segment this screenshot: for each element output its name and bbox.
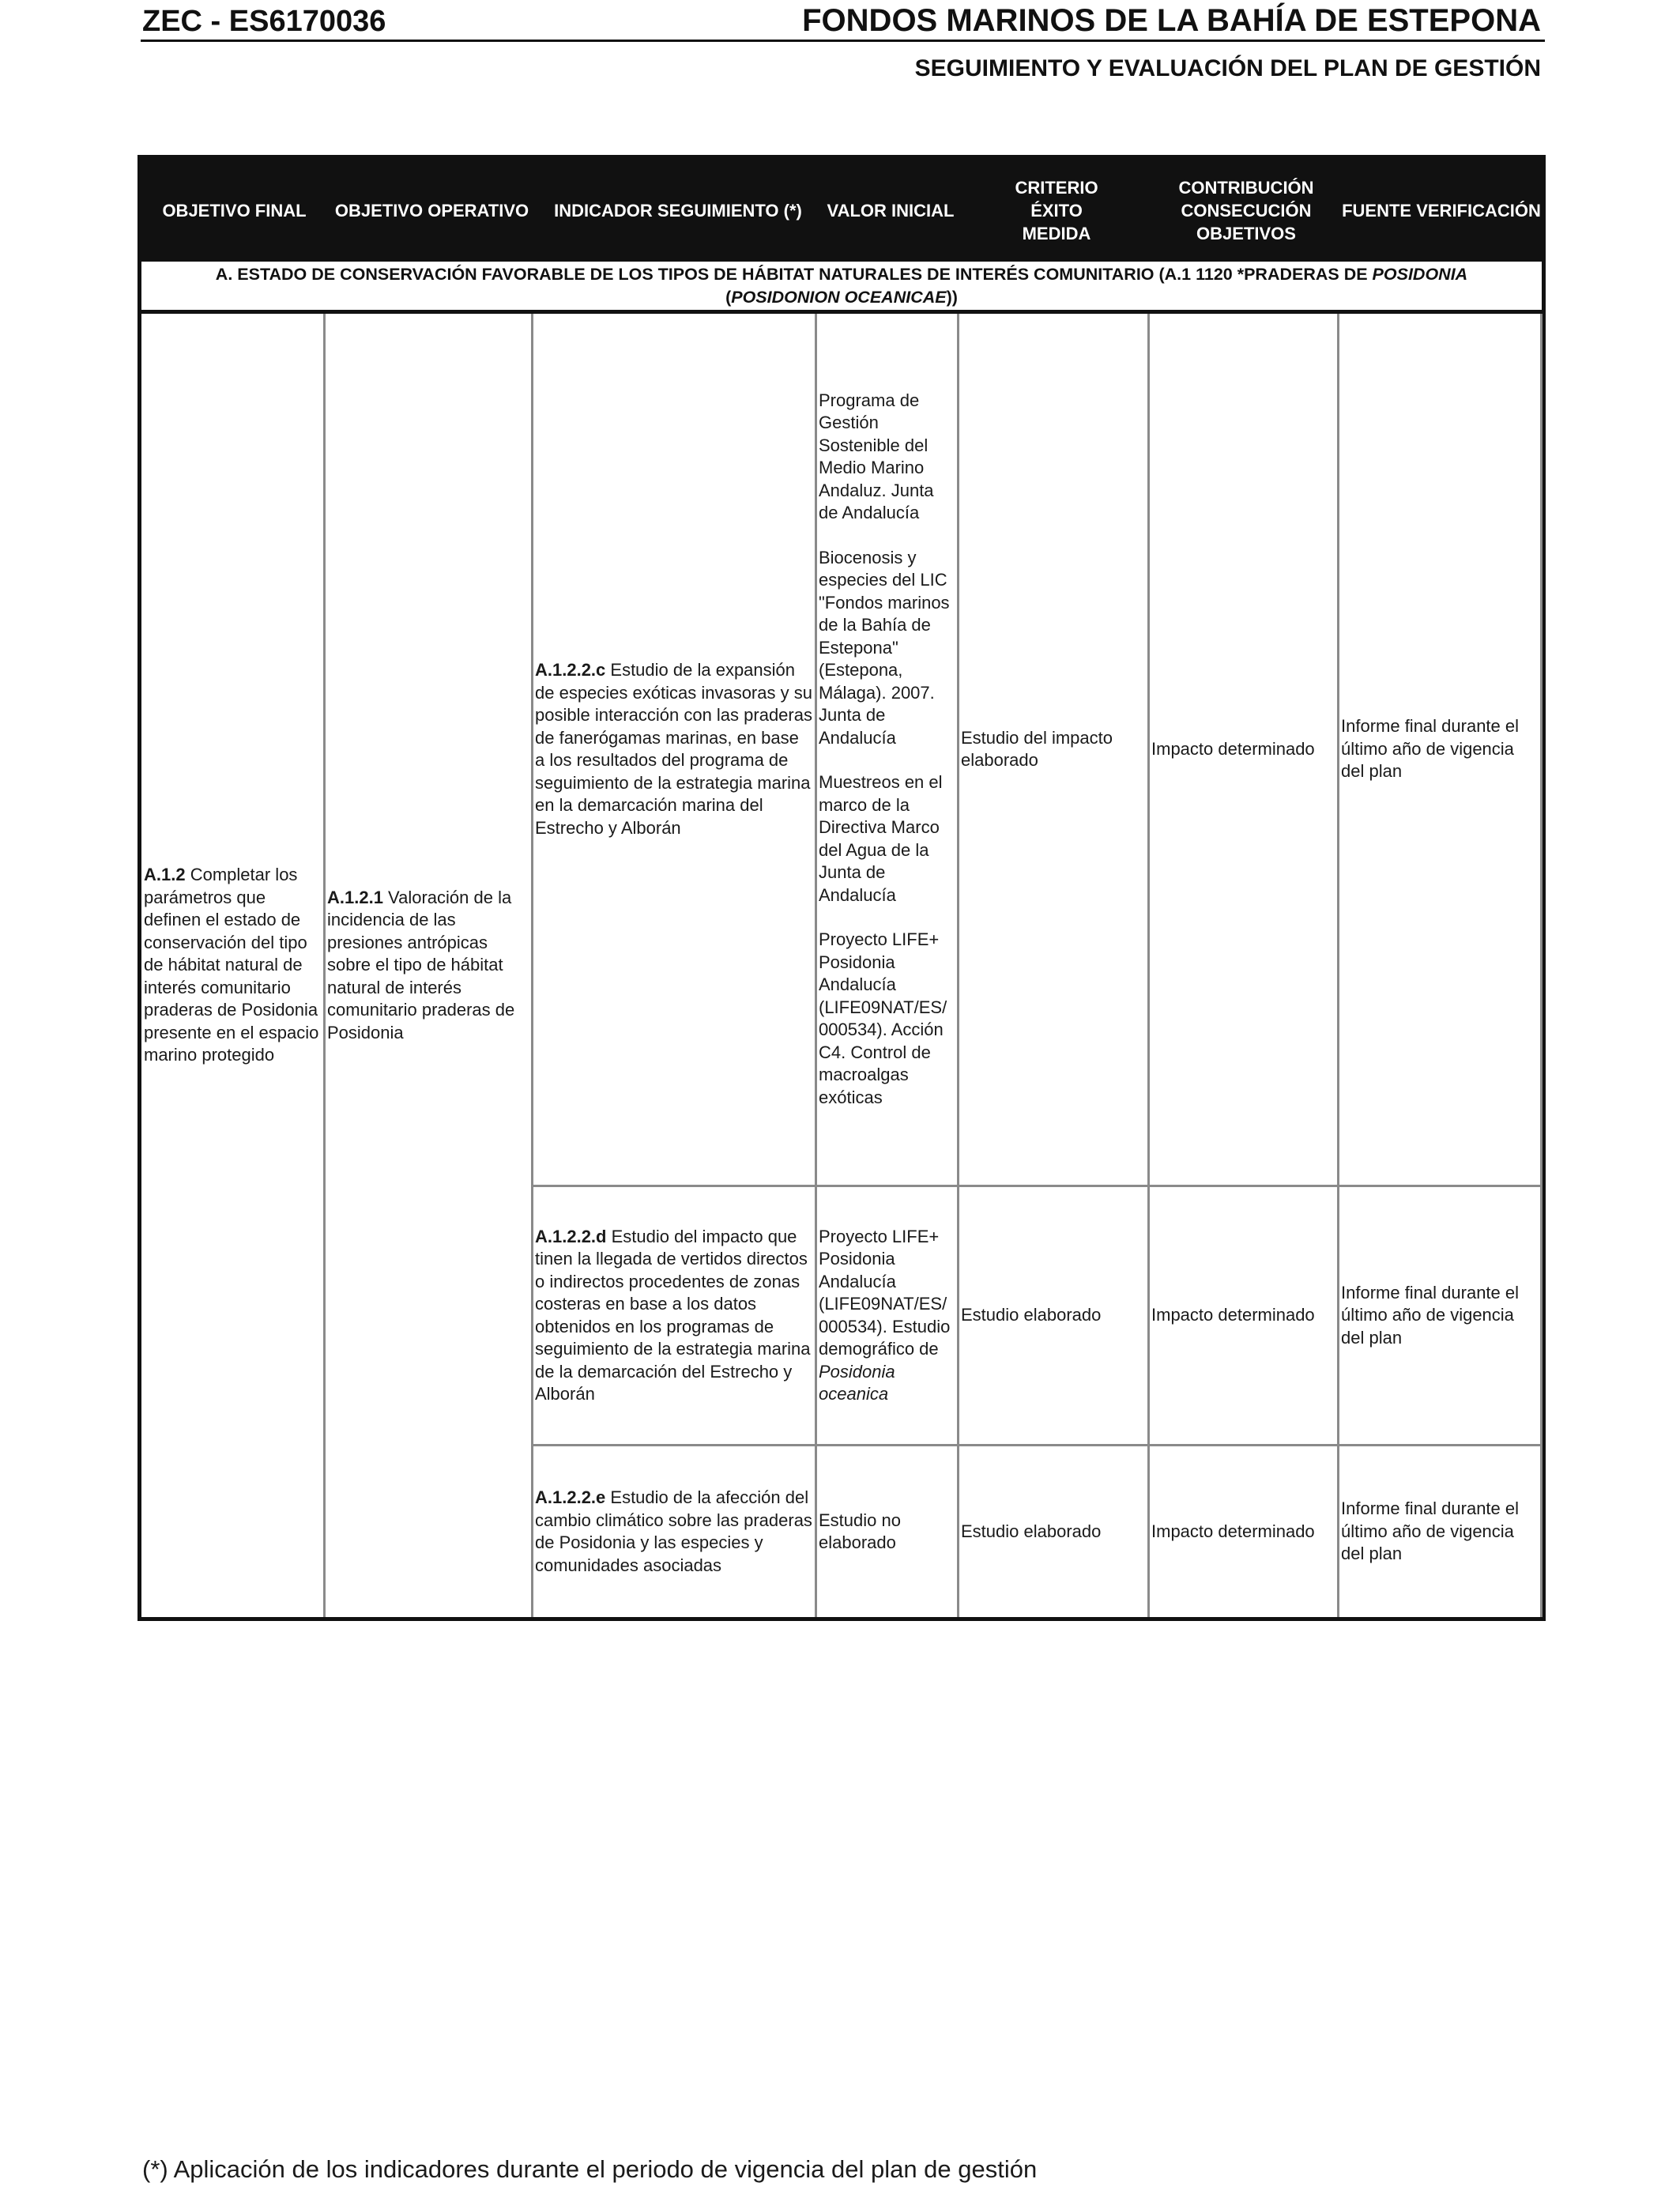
footnote: (*) Aplicación de los indicadores durante el periodo de vigencia del plan de gestión [142,2155,1038,2183]
objetivo-operativo-code: A.1.2.1 [327,887,383,907]
section-heading-close: )) [946,288,958,307]
table-row [535,1446,813,1617]
contribucion-cell [1151,1446,1335,1617]
document-subtitle: SEGUIMIENTO Y EVALUACIÓN DEL PLAN DE GESTIÓN [914,55,1541,81]
table-header [141,159,1542,262]
col-header-indicador: INDICADOR SEGUIMIENTO (*) [554,200,802,221]
criterio-cell [961,1446,1144,1617]
criterio-cell [961,314,1144,1185]
table-row [535,314,813,1185]
section-heading-italic2: POSIDONION OCEANICAE [731,288,947,307]
contribucion-cell [1151,1187,1335,1444]
grid-line [815,314,817,1617]
objetivo-operativo-cell [327,314,529,1617]
valor-inicial-species: Posidonia oceanica [819,1361,895,1404]
zec-code: ZEC - ES6170036 [142,5,386,38]
indicador-code: A.1.2.2.c [535,660,606,680]
section-heading [141,262,1542,314]
indicador-text: Estudio del impacto que tinen la llegada de vertidos directos o indirectos procedentes de zonas costeras en base a los datos obtenidos en los programas de seguimiento de la estrategia marina de la demarcación del Estrecho y Alborán [535,1226,811,1404]
valor-inicial-cell [819,1187,955,1444]
criterio-text: Estudio elaborado [961,1521,1102,1541]
valor-inicial-cell [819,1446,955,1617]
valor-inicial-cell [819,314,955,1185]
col-header-valor-inicial: VALOR INICIAL [827,200,955,221]
grid-line [531,314,533,1617]
objetivo-operativo-text: Valoración de la incidencia de las presiones antrópicas sobre el tipo de hábitat natural de interés comunitario praderas de Posidonia [327,887,515,1042]
objetivo-final-code: A.1.2 [144,865,186,885]
criterio-text: Estudio elaborado [961,1305,1102,1325]
grid-line [1540,314,1543,1617]
fuente-cell [1341,1187,1539,1444]
table-row [535,1187,813,1444]
valor-inicial-item: Biocenosis y especies del LIC "Fondos marinos de la Bahía de Estepona" (Estepona, Málaga). 2007. Junta de Andalucía [819,547,950,748]
monitoring-table [137,155,1546,1621]
contribucion-text: Impacto determinado [1151,1305,1315,1325]
col-header-objetivo-operativo: OBJETIVO OPERATIVO [334,200,529,221]
indicador-cell [535,1226,813,1406]
objetivo-final-text: Completar los parámetros que definen el estado de conservación del tipo de hábitat natural de interés comunitario praderas de Posidonia presente en el espacio marino protegido [144,865,319,1065]
criterio-text: Estudio del impacto elaborado [961,727,1113,770]
document-title: FONDOS MARINOS DE LA BAHÍA DE ESTEPONA [802,3,1541,38]
valor-inicial-item: Programa de Gestión Sostenible del Medio Marino Andaluz. Junta de Andalucía [819,390,934,523]
grid-line [1337,314,1339,1617]
header-rule [141,40,1545,42]
section-heading-line1: A. ESTADO DE CONSERVACIÓN FAVORABLE DE LOS TIPOS DE HÁBITAT NATURALES DE INTERÉS COMUNITARIO (A.1 1120 *PRADERAS DE [215,265,1373,284]
indicador-code: A.1.2.2.d [535,1226,607,1246]
col-header-criterio: CRITERIO ÉXITO MEDIDA [1015,177,1098,243]
valor-inicial-item: Muestreos en el marco de la Directiva Marco del Agua de la Junta de Andalucía [819,772,943,905]
col-header-fuente: FUENTE VERIFICACIÓN [1342,200,1541,221]
section-heading-open: ( [725,288,732,307]
indicador-cell [535,659,813,839]
fuente-cell [1341,1446,1539,1617]
col-header-objetivo-final: OBJETIVO FINAL [162,200,307,221]
fuente-cell [1341,314,1539,1185]
criterio-cell [961,1187,1144,1444]
fuente-text: Informe final durante el último año de vigencia del plan [1341,1498,1520,1564]
objetivo-final-cell [144,314,322,1617]
fuente-text: Informe final durante el último año de vigencia del plan [1341,716,1520,782]
col-header-contribucion: CONTRIBUCIÓN CONSECUCIÓN OBJETIVOS [1178,177,1314,243]
indicador-text: Estudio de la afección del cambio climático sobre las praderas de Posidonia y las especies y comunidades asociadas [535,1487,812,1575]
valor-inicial-item: Proyecto LIFE+ Posidonia Andalucía (LIFE09NAT/ES/ 000534). Acción C4. Control de macroalgas exóticas [819,929,947,1107]
contribucion-cell [1151,314,1335,1185]
section-heading-italic1: POSIDONIA [1372,265,1468,284]
valor-inicial-text: Estudio no elaborado [819,1510,901,1552]
grid-line [1147,314,1150,1617]
indicador-text: Estudio de la expansión de especies exóticas invasoras y su posible interacción con las praderas de fanerógamas marinas, en base a los resultados del programa de seguimiento de la estrategia marina en la demarcación marina del Estrecho y Alborán [535,660,812,838]
contribucion-text: Impacto determinado [1151,1521,1315,1541]
grid-line [323,314,326,1617]
indicador-code: A.1.2.2.e [535,1487,606,1507]
fuente-text: Informe final durante el último año de vigencia del plan [1341,1282,1520,1348]
contribucion-text: Impacto determinado [1151,738,1315,759]
grid-line [957,314,959,1617]
indicador-cell [535,1487,813,1577]
valor-inicial-text: Proyecto LIFE+ Posidonia Andalucía (LIFE09NAT/ES/ 000534). Estudio demográfico de [819,1226,951,1359]
